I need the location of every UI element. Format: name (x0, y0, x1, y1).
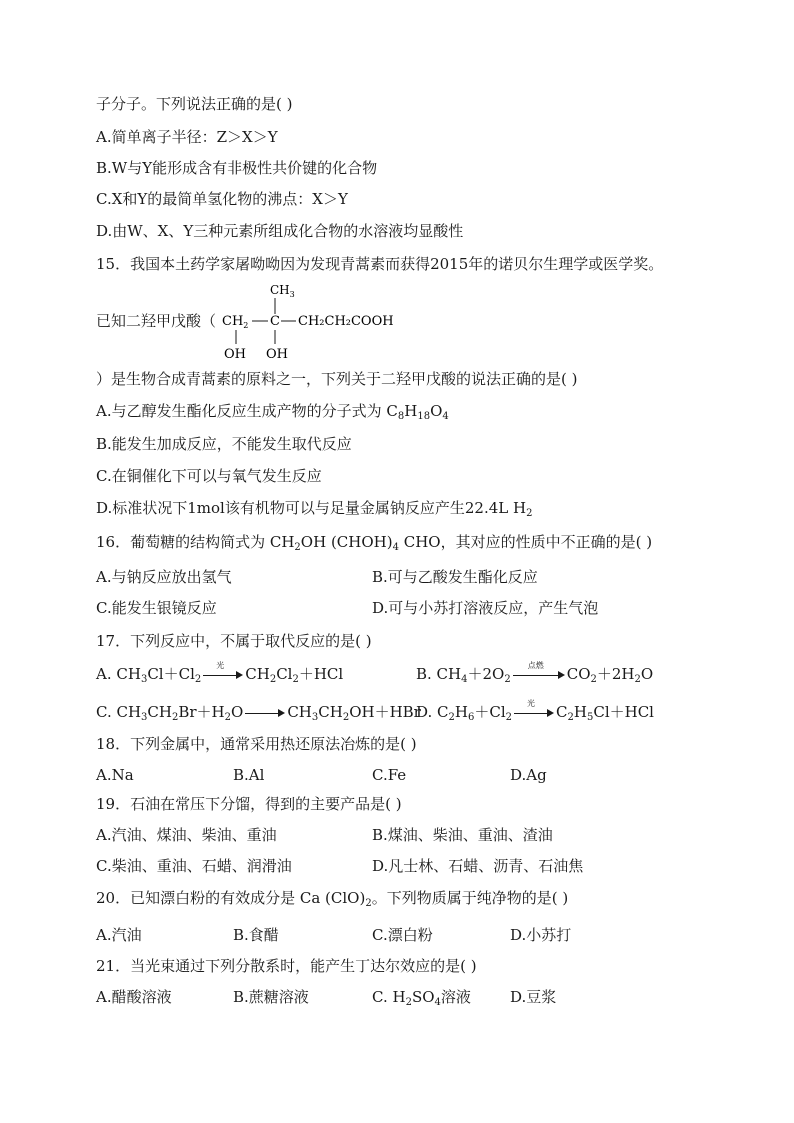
reaction-arrow (245, 708, 285, 718)
q17-option-d: D. $C_2H_6+Cl_2$ 光 $C_2H_5Cl+HCl$ (416, 699, 654, 723)
q15-option-d: D.标准状况下1mol该有机物可以与足量金属钠反应产生22.4L $H_2$ (96, 499, 533, 519)
q19-option-a: A.汽油、煤油、柴油、重油 (96, 826, 277, 844)
q14-option-d: D.由W、X、Y三种元素所组成化合物的水溶液均显酸性 (96, 222, 464, 240)
q18-option-c: C.Fe (372, 766, 407, 784)
q17-option-a: A. $CH_3Cl+Cl_2$ 光 $CH_2Cl_2+HCl$ (96, 661, 344, 685)
q15-stem-continued: ）是生物合成青蒿素的原料之一，下列关于二羟甲戊酸的说法正确的是( ) (96, 370, 578, 388)
q18-option-d: D.Ag (510, 766, 547, 784)
q19-option-c: C.柴油、重油、石蜡、润滑油 (96, 857, 292, 875)
struct-ch2-label: $CH_2$ (222, 314, 249, 330)
struct-ch3-label: $CH_3$ (270, 283, 295, 299)
q21-option-c: C. $H_2SO_4$溶液 (372, 988, 471, 1008)
q16-option-c: C.能发生银镜反应 (96, 599, 217, 617)
reaction-arrow: 点燃 (513, 670, 565, 680)
q15-stem-prefix: 已知二羟甲戊酸（ (96, 312, 217, 330)
q21-stem: 21．当光束通过下列分散系时，能产生丁达尔效应的是( ) (96, 957, 477, 975)
q20-stem: 20．已知漂白粉的有效成分是 Ca $(ClO)_2$。下列物质属于纯净物的是( ) (96, 889, 569, 909)
q16-option-a: A.与钠反应放出氢气 (96, 568, 232, 586)
q19-option-d: D.凡士林、石蜡、沥青、石油焦 (372, 857, 584, 875)
q14-option-c: C.X和Y的最简单氢化物的沸点：X＞Y (96, 190, 348, 208)
q16-option-b: B.可与乙酸发生酯化反应 (372, 568, 538, 586)
q15-option-b: B.能发生加成反应，不能发生取代反应 (96, 435, 352, 453)
q15-option-c: C.在铜催化下可以与氧气发生反应 (96, 467, 322, 485)
q18-option-a: A.Na (96, 766, 134, 784)
q21-option-b: B.蔗糖溶液 (233, 988, 309, 1006)
q20-option-b: B.食醋 (233, 926, 279, 944)
q20-option-d: D.小苏打 (510, 926, 572, 944)
q14-option-a: A.简单离子半径：Z＞X＞Y (96, 128, 278, 146)
q16-option-d: D.可与小苏打溶液反应，产生气泡 (372, 599, 599, 617)
q18-option-b: B.Al (233, 766, 265, 784)
reaction-arrow: 光 (203, 670, 243, 680)
q21-option-a: A.醋酸溶液 (96, 988, 172, 1006)
q18-stem: 18．下列金属中，通常采用热还原法冶炼的是( ) (96, 735, 417, 753)
q15-stem: 15．我国本土药学家屠呦呦因为发现青蒿素而获得2015年的诺贝尔生理学或医学奖。 (96, 255, 664, 273)
q20-option-a: A.汽油 (96, 926, 142, 944)
q16-stem: 16．葡萄糖的结构简式为 $CH_2OH$ $(CHOH)_4$ CHO，其对应的性质中不正确的是( ) (96, 533, 653, 553)
q15-option-a: A.与乙醇发生酯化反应生成产物的分子式为 $C_8H_{18}O_4$ (96, 402, 449, 422)
q21-option-d: D.豆浆 (510, 988, 557, 1006)
q14-stem-tail: 子分子。下列说法正确的是( ) (96, 95, 293, 113)
reaction-arrow: 光 (514, 708, 554, 718)
q17-option-b: B. $CH_4+2O_2$ 点燃 $CO_2+2H_2O$ (416, 661, 654, 685)
q19-option-b: B.煤油、柴油、重油、渣油 (372, 826, 553, 844)
q17-option-c: C. $CH_3CH_2Br+H_2O$ $CH_3CH_2OH+HBr$ (96, 703, 421, 723)
q14-option-b: B.W与Y能形成含有非极性共价键的化合物 (96, 159, 378, 177)
q15-structural-formula (218, 278, 408, 364)
q17-stem: 17．下列反应中，不属于取代反应的是( ) (96, 632, 372, 650)
struct-c-label: C (270, 314, 280, 329)
q19-stem: 19．石油在常压下分馏，得到的主要产品是( ) (96, 795, 402, 813)
struct-tail-label: CH₂CH₂COOH (298, 314, 394, 329)
q20-option-c: C.漂白粉 (372, 926, 433, 944)
struct-oh2-label: OH (266, 347, 288, 362)
struct-oh1-label: OH (224, 347, 246, 362)
